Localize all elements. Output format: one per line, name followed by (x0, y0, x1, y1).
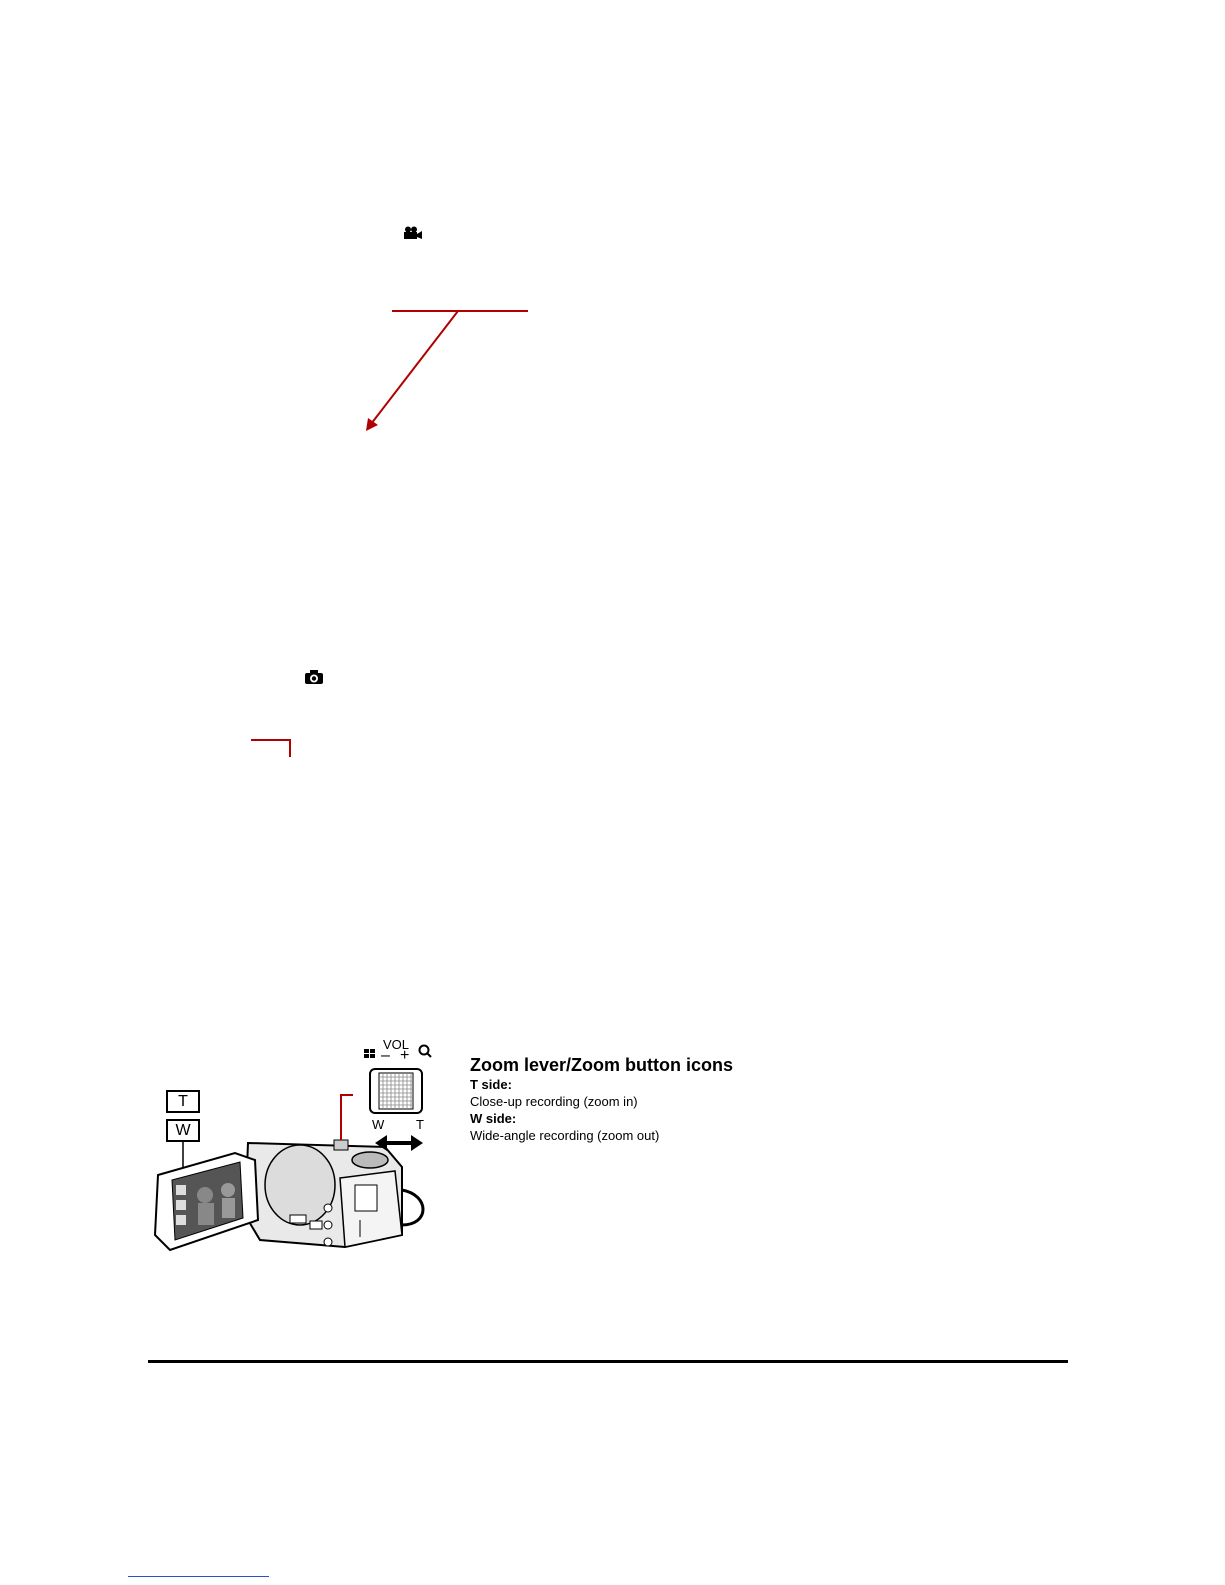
plus-label: + (400, 1047, 410, 1064)
magnify-icon (420, 1046, 432, 1058)
t-side-heading: T side: (470, 1077, 512, 1092)
w-side-label: W (372, 1117, 385, 1132)
w-side-description: Wide-angle recording (zoom out) (470, 1128, 660, 1143)
still-camera-icon (304, 669, 324, 685)
t-side-description: Close-up recording (zoom in) (470, 1094, 638, 1109)
t-side-label: T (416, 1117, 424, 1132)
footer-link-underline[interactable] (128, 1576, 269, 1577)
zoom-info-panel (470, 1046, 752, 1184)
footer-rule (148, 1360, 1068, 1363)
camcorder-illustration (140, 1035, 470, 1265)
w-box-label: W (175, 1122, 191, 1139)
vol-label: VOL (383, 1037, 410, 1052)
minus-label: – (381, 1047, 390, 1064)
t-box-label: T (178, 1093, 188, 1110)
zoom-info-title: Zoom lever/Zoom button icons (470, 1055, 734, 1075)
w-side-heading: W side: (470, 1111, 517, 1126)
thumbnail-icon (364, 1049, 375, 1058)
